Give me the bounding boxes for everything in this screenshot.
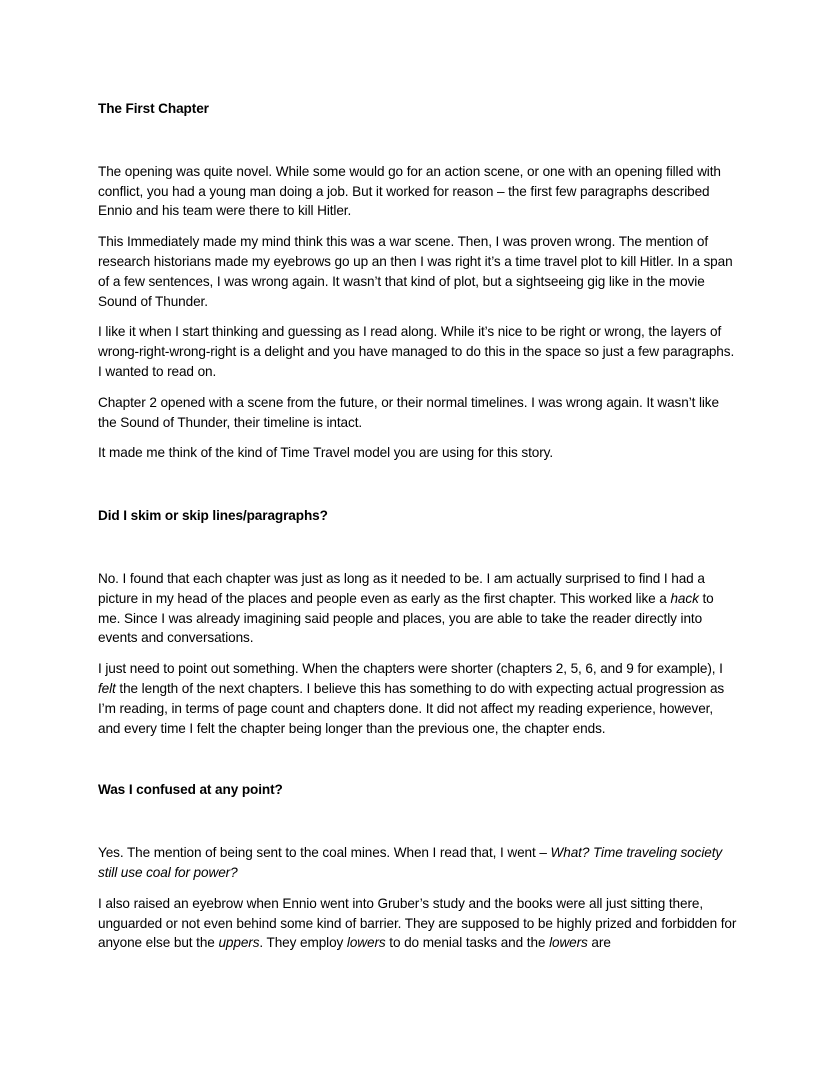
paragraph-text: Yes. The mention of being sent to the coal mines. When I read that, I went – [98,845,551,861]
section-skim-or-skip [98,506,738,738]
paragraph-text: Chapter 2 opened with a scene from the future, or their normal timelines. I was wrong again. It wasn’t like the Sound of Thunder, their timeline is intact. [98,394,719,430]
paragraph-text: This Immediately made my mind think this was a war scene. Then, I was proven wrong. The mention of research historians made my eyebrows go up an then I was right it’s a time travel plot to kill Hitler. In a span of a few sentences, I was wrong again. It wasn’t that kind of plot, but a sightseeing gig like in the movie Sound of Thunder. [98,234,733,309]
emphasis-text: What? Time traveling society still use coal for power? [98,845,723,880]
section-heading: Was I confused at any point? [98,782,283,798]
section-first-chapter [98,99,738,463]
emphasis-text: lowers [549,935,588,951]
paragraph [98,569,738,648]
paragraph-text: I also raised an eyebrow when Ennio went into Gruber’s study and the books were all just sitting there, unguarded or not even behind some kind of barrier. They are supposed to be highly prized and forbidden for anyone else but the [98,895,737,951]
emphasis-text: felt [98,680,116,696]
paragraph [98,162,738,221]
paragraph-text: to me. Since I was already imagining said people and places, you are able to take the reader directly into events and conversations. [98,590,714,646]
emphasis-text: lowers [346,935,386,951]
emphasis-text: hack [670,590,699,606]
paragraph-text: The opening was quite novel. While some would go for an action scene, or one with an opening filled with conflict, you had a young man doing a job. But it worked for reason – the first few paragraphs described Ennio and his team were there to kill Hitler. [98,163,721,219]
document-page [98,99,738,953]
paragraph-text: I like it when I start thinking and guessing as I read along. While it’s nice to be right or wrong, the layers of wrong-right-wrong-right is a delight and you have managed to do this in the space so just a few paragraphs. I wanted to read on. [98,324,735,379]
paragraph-text: I just need to point out something. When the chapters were shorter (chapters 2, 5, 6, and 9 for example), I [98,661,723,677]
paragraph [98,322,738,381]
paragraph [98,232,738,311]
section-confused [98,780,738,953]
paragraph [98,443,738,463]
paragraph [98,393,738,433]
paragraph [98,843,738,883]
paragraph [98,659,738,738]
emphasis-text: uppers [218,935,260,951]
paragraph-text: No. I found that each chapter was just as long as it needed to be. I am actually surprised to find I had a picture in my head of the places and people even as early as the first chapter. This worked like a [98,570,705,606]
paragraph-text: to do menial tasks and the [385,935,550,951]
section-heading: The First Chapter [98,101,209,116]
paragraph-text: the length of the next chapters. I believe this has something to do with expecting actual progression as I’m reading, in terms of page count and chapters done. It did not affect my reading experience, however, and every time I felt the chapter being longer than the previous one, the chapter ends. [98,680,725,736]
paragraph-text: are [587,935,611,951]
paragraph [98,894,738,953]
paragraph-text: . They employ [259,935,347,951]
paragraph-text: It made me think of the kind of Time Travel model you are using for this story. [98,445,553,461]
section-heading: Did I skim or skip lines/paragraphs? [98,508,328,524]
